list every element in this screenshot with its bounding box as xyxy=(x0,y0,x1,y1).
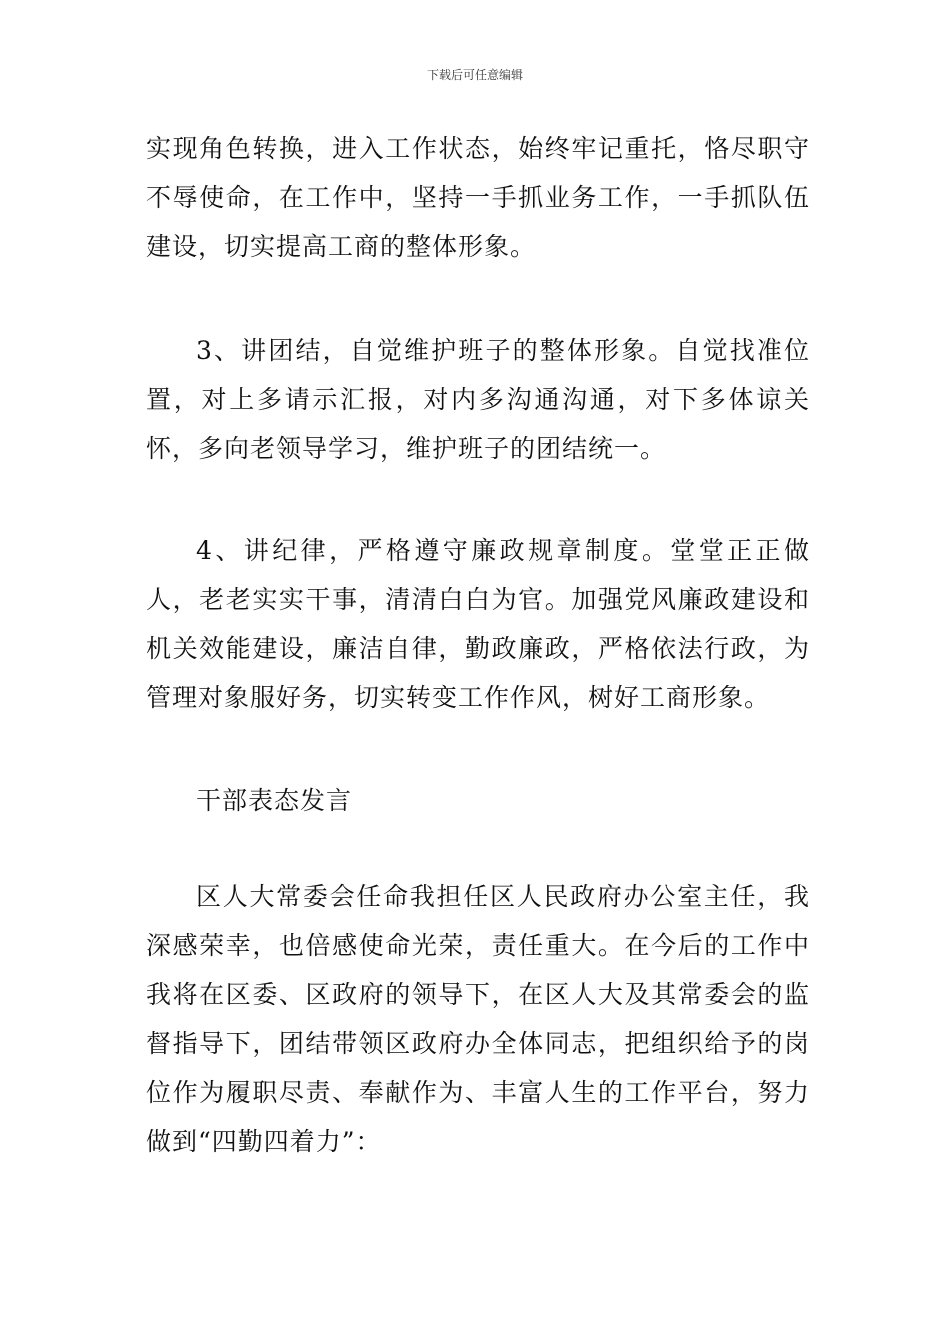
paragraph-speech-intro: 区人大常委会任命我担任区人民政府办公室主任，我深感荣幸，也倍感使命光荣，责任重大。在今后的工作中我将在区委、区政府的领导下，在区人大及其常委会的监督指导下，团结带领区政府办全体同志，把组织给予的岗位作为履职尽责、奉献作为、丰富人生的工作平台，努力做到“四勤四着力”： xyxy=(146,882,810,1156)
paragraph-item-3-unity: 3、讲团结，自觉维护班子的整体形象。自觉找准位置，对上多请示汇报，对内多沟通沟通，对下多体谅关怀，多向老领导学习，维护班子的团结统一。 xyxy=(146,336,810,463)
section-heading: 干部表态发言 xyxy=(196,786,353,815)
paragraph-item-4-discipline: 4、讲纪律，严格遵守廉政规章制度。堂堂正正做人，老老实实干事，清清白白为官。加强党风廉政建设和机关效能建设，廉洁自律，勤政廉政，严格依法行政，为管理对象服好务，切实转变工作作风，树好工商形象。 xyxy=(146,536,810,712)
page-header-note: 下载后可任意编辑 xyxy=(426,68,523,82)
paragraph-continuation: 实现角色转换，进入工作状态，始终牢记重托，恪尽职守不辱使命，在工作中，坚持一手抓业务工作，一手抓队伍建设，切实提高工商的整体形象。 xyxy=(146,134,810,261)
